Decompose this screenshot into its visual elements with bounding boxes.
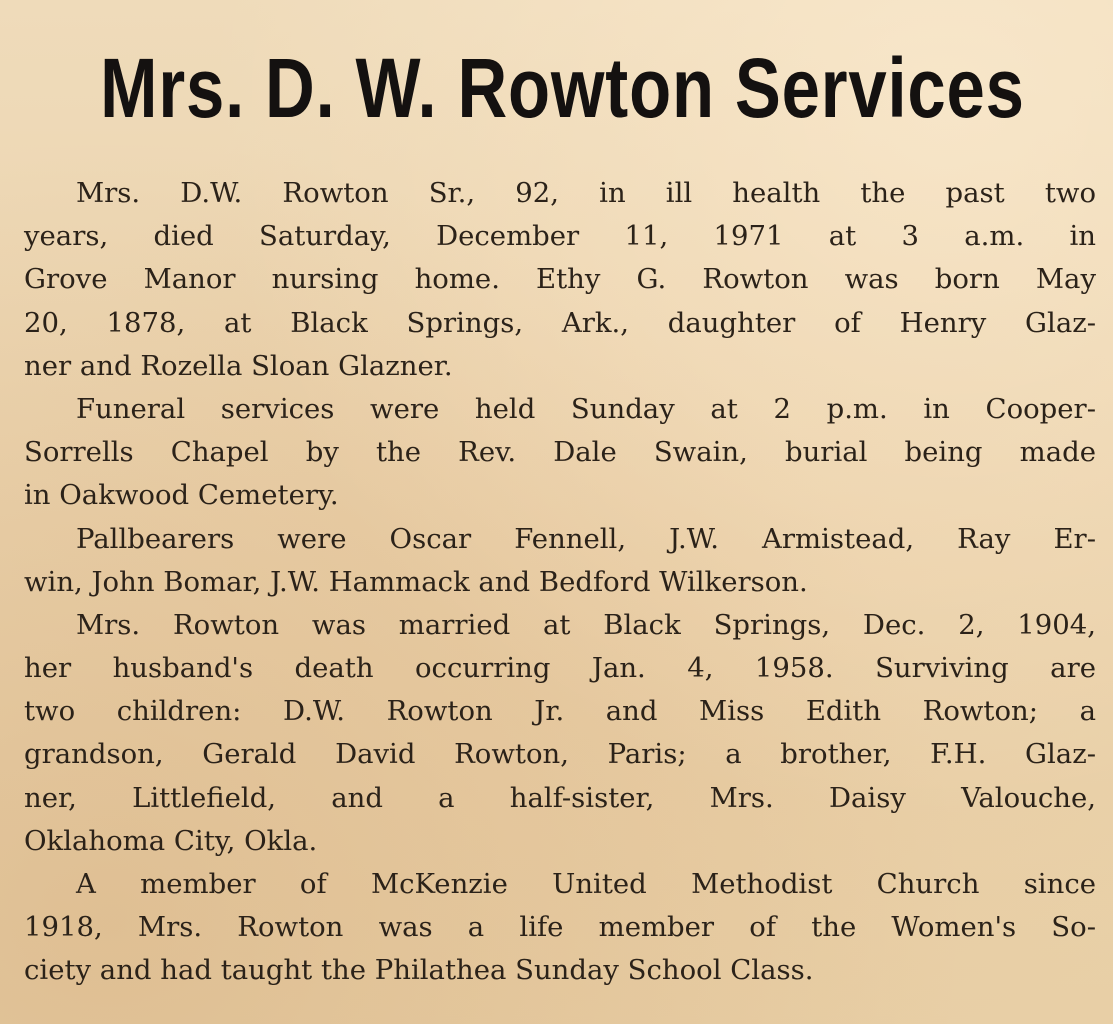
text-line: 20, 1878, at Black Springs, Ark., daughter of Henry Glaz- [24, 306, 1096, 339]
text-line: Funeral services were held Sunday at 2 p.m. in Cooper- [76, 392, 1096, 425]
text-line: Sorrells Chapel by the Rev. Dale Swain, burial being made [24, 436, 1096, 469]
text-line: Mrs. Rowton was married at Black Springs, Dec. 2, 1904, [76, 608, 1096, 641]
text-line: A member of McKenzie United Methodist Church since [76, 868, 1096, 900]
text-line: Oklahoma City, Okla. [24, 824, 318, 857]
text-line: grandson, Gerald David Rowton, Paris; a brother, F.H. Glaz- [24, 738, 1096, 771]
text-line: her husband's death occurring Jan. 4, 1958. Surviving are [24, 652, 1096, 685]
paragraph-funeral-services [24, 388, 1096, 518]
text-line: Pallbearers were Oscar Fennell, J.W. Armistead, Ray Er- [76, 522, 1096, 555]
text-line: win, John Bomar, J.W. Hammack and Bedford Wilkerson. [24, 565, 808, 598]
text-line: Grove Manor nursing home. Ethy G. Rowton was born May [24, 263, 1096, 296]
article-headline: Mrs. D. W. Rowton Services [100, 41, 1025, 135]
text-line: in Oakwood Cemetery. [24, 479, 339, 512]
text-line: ner, Littlefield, and a half-sister, Mrs. Daisy Valouche, [24, 781, 1096, 814]
text-line: years, died Saturday, December 11, 1971 at 3 a.m. in [24, 220, 1096, 253]
paragraph-pallbearers [24, 518, 1096, 604]
paragraph-survivors [24, 604, 1096, 863]
text-line: ner and Rozella Sloan Glazner. [24, 349, 453, 382]
text-line: two children: D.W. Rowton Jr. and Miss Edith Rowton; a [24, 695, 1096, 728]
paragraph-church-membership [24, 863, 1096, 993]
text-line: 1918, Mrs. Rowton was a life member of the Women's So- [24, 911, 1096, 944]
article-body [24, 172, 1096, 993]
text-line: ciety and had taught the Philathea Sunday School Class. [24, 954, 814, 987]
paragraph-death-notice [24, 172, 1096, 388]
text-line: Mrs. D.W. Rowton Sr., 92, in ill health the past two [76, 177, 1096, 209]
